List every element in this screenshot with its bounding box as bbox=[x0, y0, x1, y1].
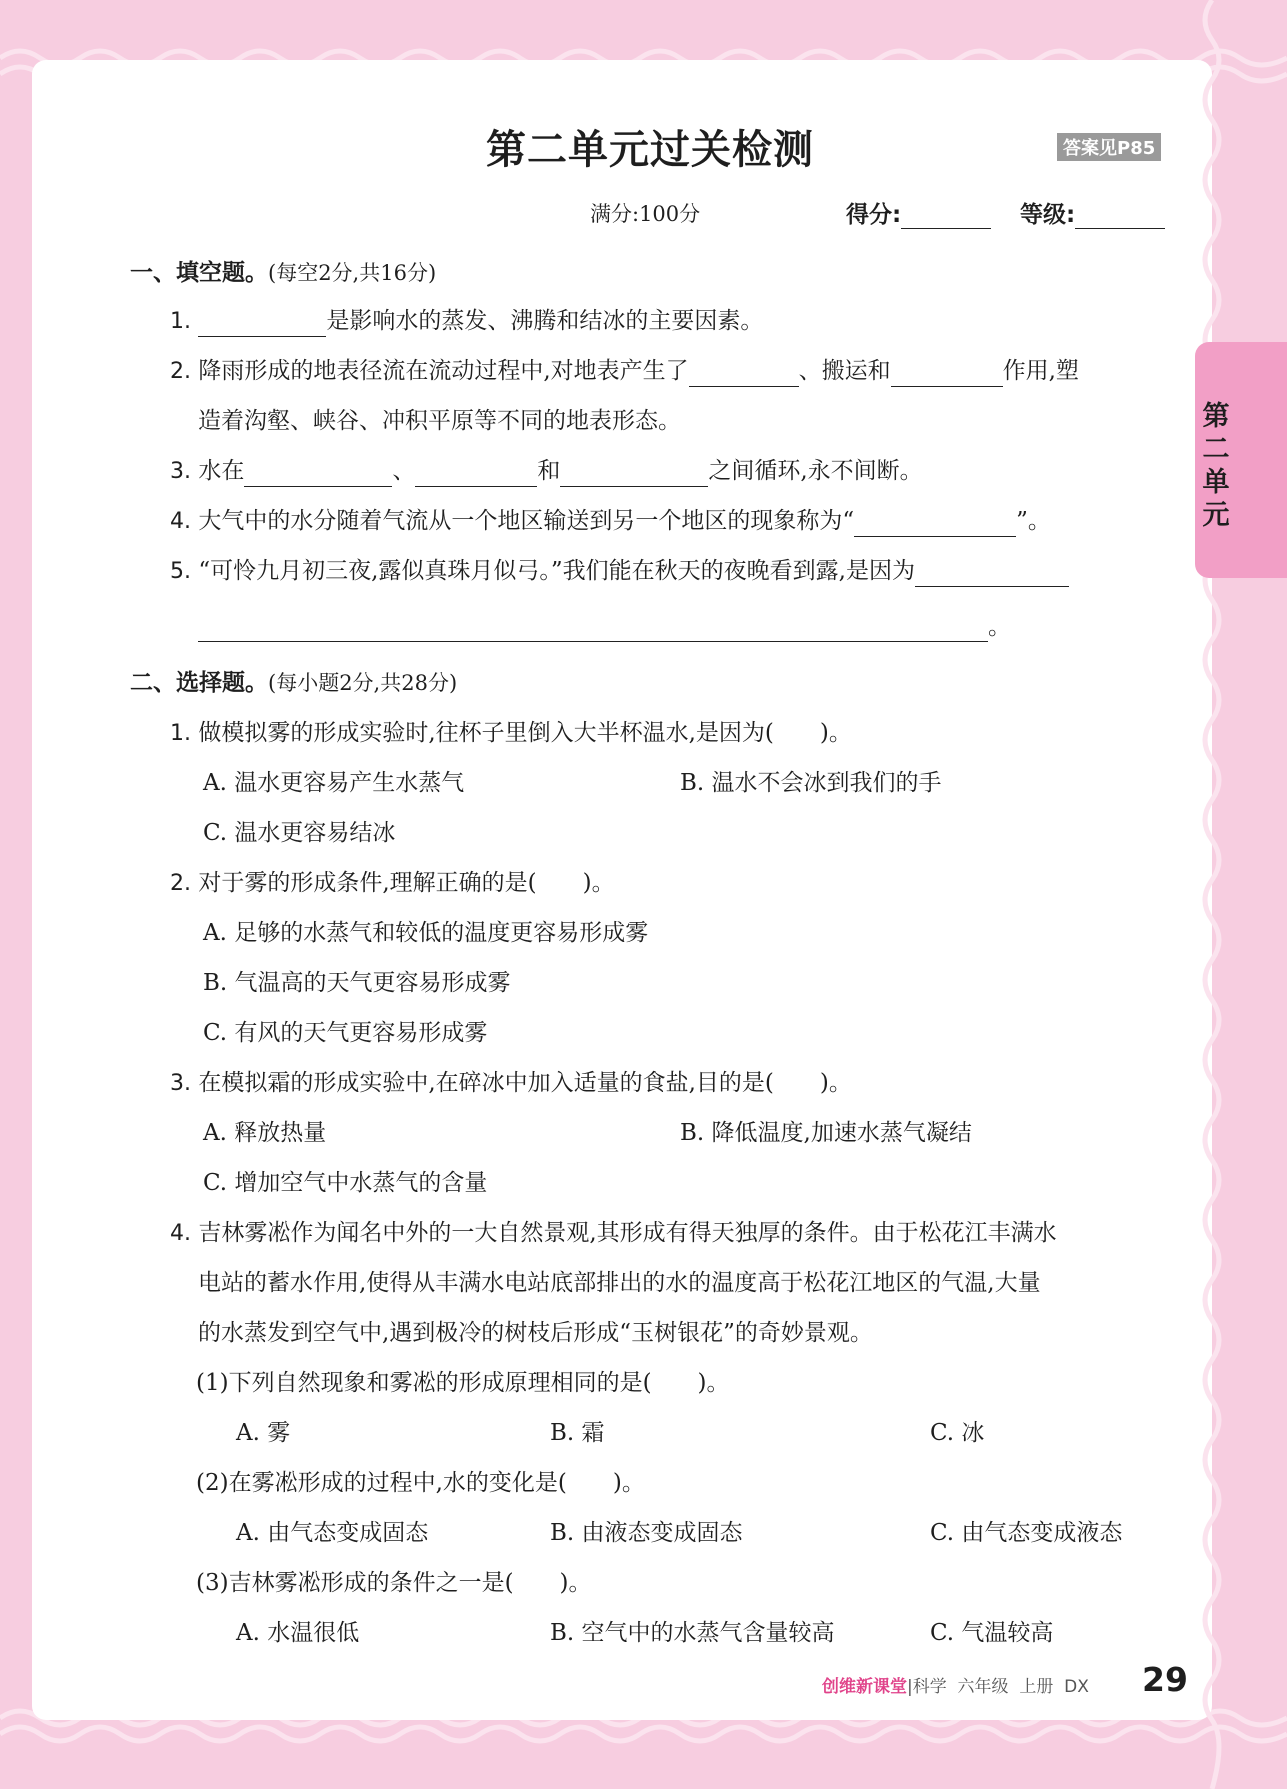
question-text: ”。 bbox=[1016, 508, 1051, 534]
option-c[interactable]: C. 冰 bbox=[930, 1420, 985, 1446]
question-text: 、搬运和 bbox=[798, 358, 891, 384]
section-2-heading bbox=[130, 668, 457, 698]
question-number: 4. bbox=[170, 1221, 191, 1246]
answer-blank[interactable] bbox=[198, 336, 326, 337]
wavy-border-right bbox=[1190, 0, 1287, 1789]
footer-grade: 六年级 bbox=[957, 1677, 1009, 1697]
answer-blank[interactable] bbox=[891, 386, 1003, 387]
page-number: 29 bbox=[1142, 1660, 1188, 1699]
question-number: 3. bbox=[170, 1071, 191, 1096]
question-number: 2. bbox=[170, 871, 191, 896]
option-a[interactable]: A. 温水更容易产生水蒸气 bbox=[203, 770, 465, 796]
footer-info bbox=[822, 1672, 1089, 1697]
full-marks: 满分:100分 bbox=[590, 202, 701, 226]
option-b[interactable]: B. 温水不会冰到我们的手 bbox=[680, 770, 942, 796]
option-c[interactable]: C. 气温较高 bbox=[930, 1620, 1054, 1646]
fill-question-4 bbox=[170, 506, 1051, 537]
fill-question-2-line2: 造着沟壑、峡谷、冲积平原等不同的地表形态。 bbox=[198, 408, 681, 434]
unit-side-tab-label: 第二单元 bbox=[1202, 401, 1230, 531]
option-a[interactable]: A. 释放热量 bbox=[203, 1120, 327, 1146]
question-text: 对于雾的形成条件,理解正确的是( )。 bbox=[198, 870, 615, 896]
footer-brand: 创维新课堂 bbox=[822, 1677, 907, 1697]
grade-label: 等级: bbox=[1020, 202, 1076, 228]
question-text: 作用,塑 bbox=[1002, 358, 1079, 384]
option-c[interactable]: C. 有风的天气更容易形成雾 bbox=[203, 1020, 488, 1046]
question-text: 水在 bbox=[198, 458, 245, 484]
option-c[interactable]: C. 由气态变成液态 bbox=[930, 1520, 1123, 1546]
answer-blank[interactable] bbox=[915, 586, 1069, 587]
fill-question-1 bbox=[170, 306, 763, 337]
answer-blank[interactable] bbox=[415, 486, 537, 487]
option-a[interactable]: A. 水温很低 bbox=[236, 1620, 360, 1646]
section-2-note: (每小题2分,共28分) bbox=[268, 671, 458, 695]
option-b[interactable]: B. 降低温度,加速水蒸气凝结 bbox=[680, 1120, 972, 1146]
choice-question-4 bbox=[170, 1218, 1057, 1249]
footer-subject: 科学 bbox=[912, 1677, 947, 1697]
question-number: 1. bbox=[170, 721, 191, 746]
answer-blank[interactable] bbox=[854, 536, 1016, 537]
section-1-heading bbox=[130, 258, 436, 288]
question-number: 1. bbox=[170, 309, 191, 334]
question-text: 之间循环,永不间断。 bbox=[708, 458, 923, 484]
question-text: 和 bbox=[537, 458, 561, 484]
option-a[interactable]: A. 足够的水蒸气和较低的温度更容易形成雾 bbox=[203, 920, 649, 946]
question-4-line2: 电站的蓄水作用,使得从丰满水电站底部排出的水的温度高于松花江地区的气温,大量 bbox=[198, 1270, 1041, 1296]
option-b[interactable]: B. 霜 bbox=[550, 1420, 605, 1446]
footer-volume: 上册 bbox=[1019, 1677, 1054, 1697]
answer-blank[interactable] bbox=[560, 486, 708, 487]
sub-question-1: (1)下列自然现象和雾凇的形成原理相同的是( )。 bbox=[196, 1370, 730, 1396]
option-c[interactable]: C. 温水更容易结冰 bbox=[203, 820, 396, 846]
fill-question-2 bbox=[170, 356, 1079, 387]
score-field bbox=[846, 196, 991, 229]
question-text: 、 bbox=[392, 458, 416, 484]
question-text: 降雨形成的地表径流在流动过程中,对地表产生了 bbox=[198, 358, 689, 384]
question-number: 2. bbox=[170, 359, 191, 384]
question-text: “可怜九月初三夜,露似真珠月似弓。”我们能在秋天的夜晚看到露,是因为 bbox=[198, 558, 915, 584]
fill-question-3 bbox=[170, 456, 923, 487]
choice-question-2 bbox=[170, 868, 615, 899]
answer-blank[interactable] bbox=[244, 486, 392, 487]
footer-separator: | bbox=[907, 1677, 913, 1697]
footer-edition: DX bbox=[1064, 1677, 1089, 1697]
choice-question-1 bbox=[170, 718, 852, 749]
option-a[interactable]: A. 雾 bbox=[236, 1420, 291, 1446]
fill-question-5-line2 bbox=[198, 612, 1011, 642]
section-2-title: 二、选择题。 bbox=[130, 670, 268, 696]
section-1-title: 一、填空题。 bbox=[130, 260, 268, 286]
option-a[interactable]: A. 由气态变成固态 bbox=[236, 1520, 429, 1546]
answer-reference-badge: 答案见P85 bbox=[1057, 133, 1161, 161]
grade-field bbox=[1020, 196, 1165, 229]
sub-question-2: (2)在雾凇形成的过程中,水的变化是( )。 bbox=[196, 1470, 645, 1496]
answer-blank-long[interactable] bbox=[198, 641, 988, 642]
option-b[interactable]: B. 气温高的天气更容易形成雾 bbox=[203, 970, 511, 996]
question-text: 做模拟雾的形成实验时,往杯子里倒入大半杯温水,是因为( )。 bbox=[198, 720, 852, 746]
question-text: 大气中的水分随着气流从一个地区输送到另一个地区的现象称为“ bbox=[198, 508, 855, 534]
fill-question-5 bbox=[170, 556, 1069, 587]
question-text: 是影响水的蒸发、沸腾和结冰的主要因素。 bbox=[326, 308, 764, 334]
option-b[interactable]: B. 由液态变成固态 bbox=[550, 1520, 743, 1546]
question-4-line3: 的水蒸发到空气中,遇到极冷的树枝后形成“玉树银花”的奇妙景观。 bbox=[198, 1320, 873, 1346]
page-title: 第二单元过关检测 bbox=[486, 127, 814, 173]
question-number: 3. bbox=[170, 459, 191, 484]
option-c[interactable]: C. 增加空气中水蒸气的含量 bbox=[203, 1170, 488, 1196]
score-label: 得分: bbox=[846, 202, 902, 228]
option-b[interactable]: B. 空气中的水蒸气含量较高 bbox=[550, 1620, 835, 1646]
grade-blank[interactable] bbox=[1075, 228, 1165, 229]
sub-question-3: (3)吉林雾凇形成的条件之一是( )。 bbox=[196, 1570, 592, 1596]
question-text: 在模拟霜的形成实验中,在碎冰中加入适量的食盐,目的是( )。 bbox=[198, 1070, 852, 1096]
question-text: 吉林雾凇作为闻名中外的一大自然景观,其形成有得天独厚的条件。由于松花江丰满水 bbox=[198, 1220, 1057, 1246]
question-text: 。 bbox=[988, 614, 1011, 640]
answer-blank[interactable] bbox=[689, 386, 799, 387]
section-1-note: (每空2分,共16分) bbox=[268, 261, 437, 285]
question-number: 5. bbox=[170, 559, 191, 584]
score-blank[interactable] bbox=[901, 228, 991, 229]
question-number: 4. bbox=[170, 509, 191, 534]
choice-question-3 bbox=[170, 1068, 852, 1099]
